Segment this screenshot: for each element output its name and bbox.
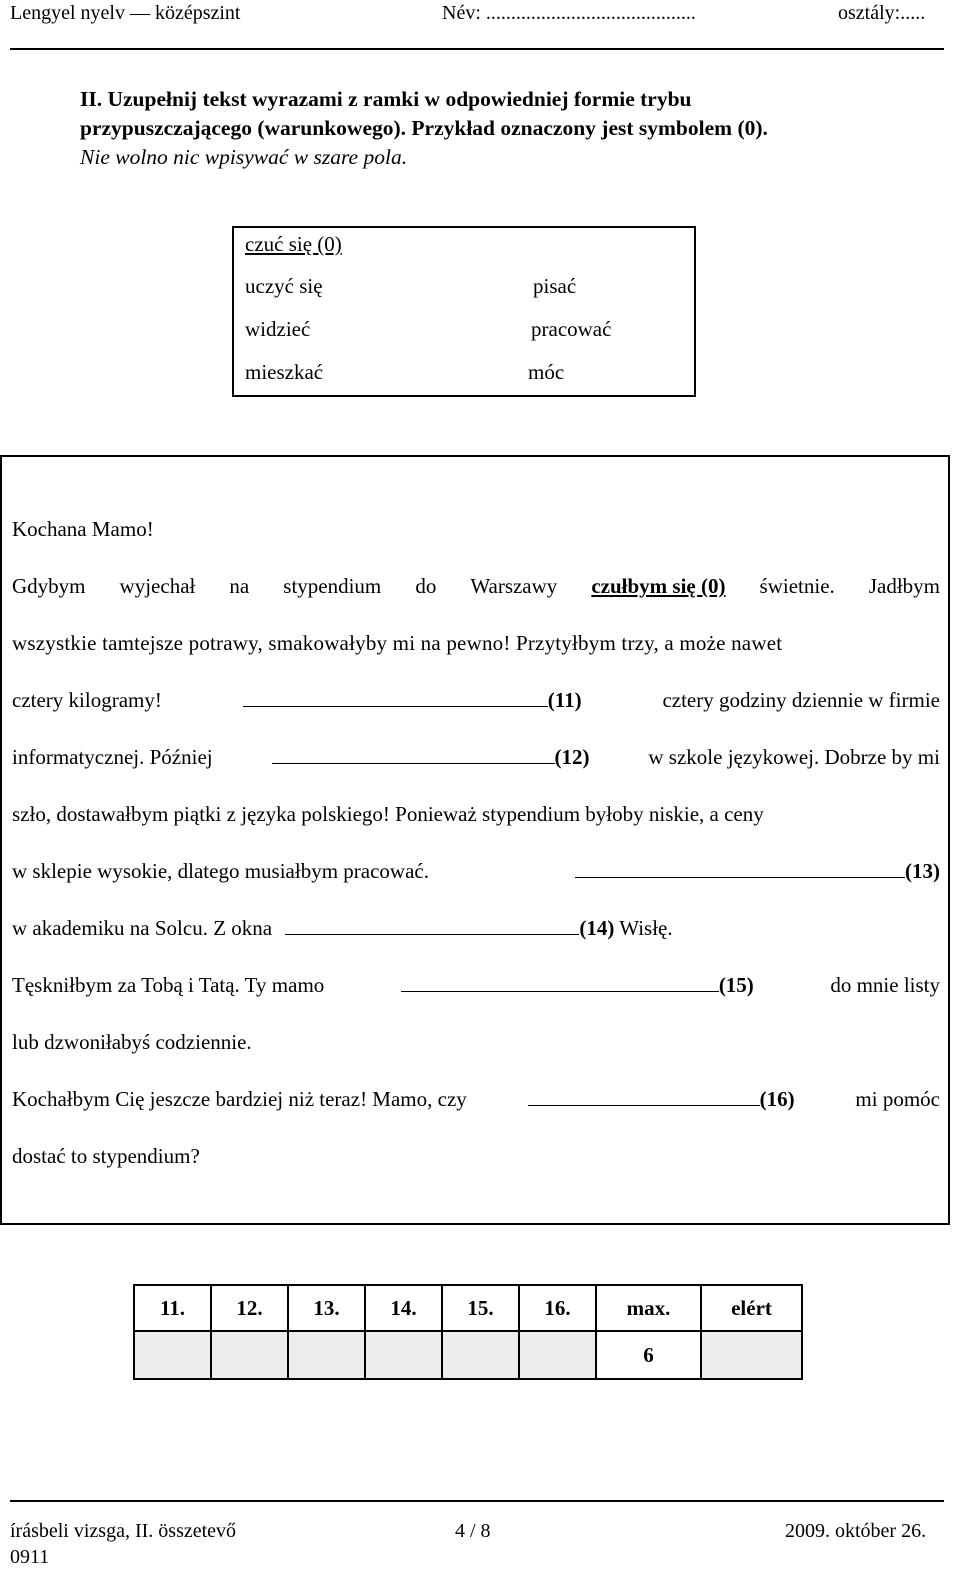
word-box [232,226,696,397]
answer-blank-11[interactable] [243,688,548,707]
letter-line-11 [12,1087,940,1112]
text-segment: informatycznej. Później [12,745,213,769]
score-cell-11 [134,1331,211,1379]
answer-blank-14[interactable] [285,916,579,935]
score-value-row [134,1331,802,1379]
text-segment: w sklepie wysokie, dlatego musiałbym pracować. [12,859,429,883]
score-header-13: 13. [288,1285,365,1331]
text-segment: cztery godziny dziennie w firmie [662,688,940,712]
letter-line-7 [12,859,940,884]
word-uczyc-sie: uczyć się [245,274,323,298]
word-widziec: widzieć [245,317,311,341]
gap-number-16: (16) [759,1087,795,1111]
gap-number-15: (15) [718,973,754,997]
footer-code: 0911 [10,1546,50,1568]
score-header-16: 16. [519,1285,596,1331]
word-moc: móc [528,360,565,384]
letter-greeting: Kochana Mamo! [12,517,154,541]
instruction-line-3: Nie wolno nic wpisywać w szare pola. [80,145,408,169]
text-segment: cztery kilogramy! [12,688,162,712]
answer-blank-12[interactable] [272,745,555,764]
score-cell-12 [211,1331,288,1379]
score-cell-14 [365,1331,442,1379]
gap-number-14: (14) [579,916,615,940]
footer-page-number: 4 / 8 [455,1520,491,1542]
gap-number-13: (13) [905,859,940,883]
score-header-11: 11. [134,1285,211,1331]
letter-line-3: wszystkie tamtejsze potrawy, smakowałyby mi na pewno! Przytyłbym trzy, a może nawet [12,631,783,655]
task-instructions [80,85,940,172]
header-rule [10,48,944,50]
score-table [133,1284,803,1380]
score-header-row [134,1285,802,1331]
word-pisac: pisać [533,274,577,298]
letter-line-10: lub dzwoniłabyś codziennie. [12,1030,252,1054]
letter-line-9 [12,973,940,998]
instruction-line-1: II. Uzupełnij tekst wyrazami z ramki w odpowiedniej formie trybu [80,87,692,111]
answer-blank-13[interactable] [575,859,905,878]
footer-date: 2009. október 26. [785,1520,927,1542]
word: wyjechał [119,574,196,598]
word: do [415,574,437,598]
gap-number-11: (11) [547,688,582,712]
score-cell-earned [701,1331,802,1379]
text-segment: Kochałbym Cię jeszcze bardziej niż teraz! Mamo, czy [12,1087,467,1111]
letter-line-2 [12,574,940,599]
letter-line-6: szło, dostawałbym piątki z języka polskiego! Ponieważ stypendium byłoby niskie, a ceny [12,802,764,826]
answer-blank-15[interactable] [401,973,719,992]
word: stypendium [283,574,382,598]
class-field-label: osztály:..... [838,2,926,24]
subject-title: Lengyel nyelv — középszint [10,2,241,24]
letter-line-5 [12,745,940,770]
score-cell-13 [288,1331,365,1379]
word: świetnie. [759,574,835,598]
word: Warszawy [470,574,558,598]
score-cell-16 [519,1331,596,1379]
letter-line-12: dostać to stypendium? [12,1144,200,1168]
word: na [229,574,250,598]
text-segment: do mnie listy [830,973,940,997]
text-segment: w akademiku na Solcu. Z okna [12,916,273,940]
letter-line-8 [12,916,940,941]
word-mieszkac: mieszkać [245,360,324,384]
letter-line-4 [12,688,940,713]
text-segment: Tęskniłbym za Tobą i Tatą. Ty mamo [12,973,325,997]
score-header-15: 15. [442,1285,519,1331]
score-header-14: 14. [365,1285,442,1331]
word: Gdybym [12,574,86,598]
instruction-line-2: przypuszczającego (warunkowego). Przykład oznaczony jest symbolem (0). [80,116,768,140]
text-segment: Wisłę. [619,916,673,940]
score-header-12: 12. [211,1285,288,1331]
score-header-earned: elért [701,1285,802,1331]
word: Jadłbym [868,574,940,598]
score-max-value: 6 [596,1331,701,1379]
text-segment: mi pomóc [855,1087,940,1111]
letter-box [0,455,950,1225]
text-segment: w szkole językowej. Dobrze by mi [648,745,940,769]
score-cell-15 [442,1331,519,1379]
score-header-max: max. [596,1285,701,1331]
example-answer: czułbym się (0) [591,574,726,598]
gap-number-12: (12) [554,745,590,769]
answer-blank-16[interactable] [528,1087,760,1106]
example-word: czuć się (0) [245,232,342,256]
name-field-label: Név: .......................................... [442,2,696,24]
footer-rule [10,1500,944,1502]
word-pracowac: pracować [531,317,612,341]
footer-exam-label: írásbeli vizsga, II. összetevő [10,1520,237,1542]
